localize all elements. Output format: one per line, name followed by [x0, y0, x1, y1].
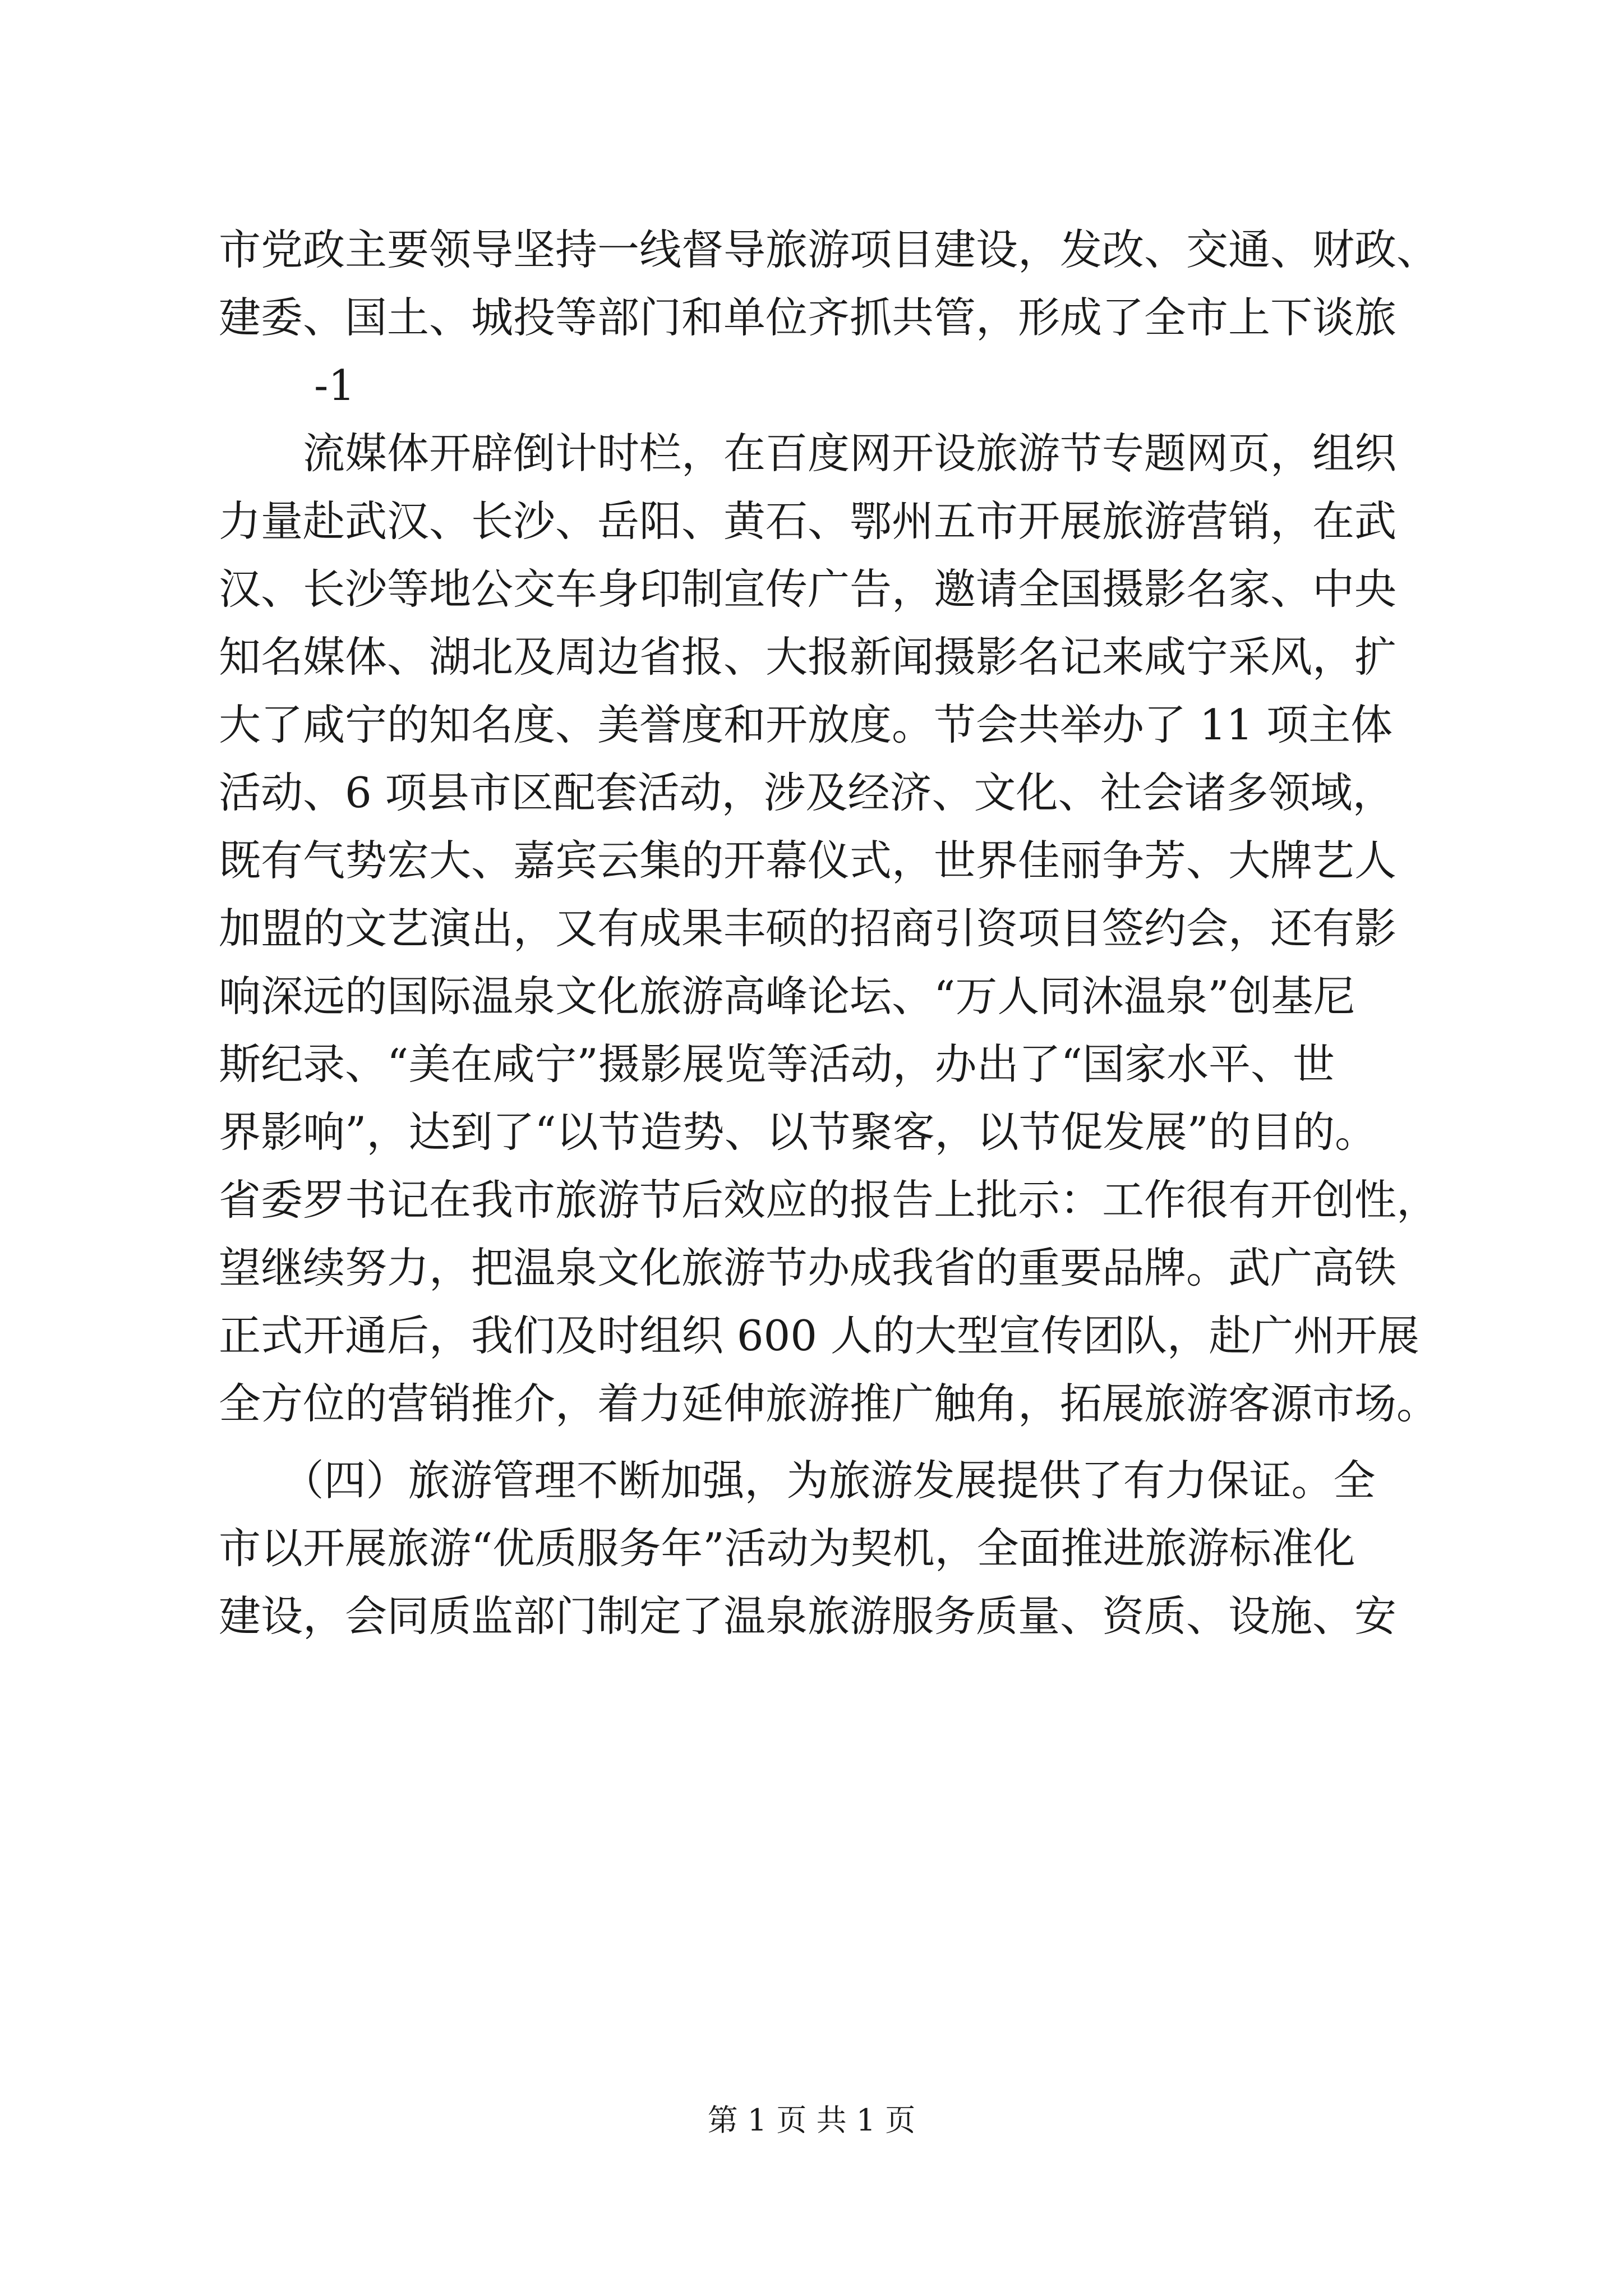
- text-line: 界影响”，达到了“以节造势、以节聚客，以节促发展”的目的。: [219, 1107, 1377, 1157]
- text-line: 建委、国土、城投等部门和单位齐抓共管，形成了全市上下谈旅: [219, 293, 1397, 342]
- text-line: 活动、6 项县市区配套活动，涉及经济、文化、社会诸多领域，: [219, 768, 1395, 817]
- text-line: 大了咸宁的知名度、美誉度和开放度。节会共举办了 11 项主体: [219, 700, 1393, 749]
- text-line: 市党政主要领导坚持一线督导旅游项目建设，发改、交通、财政、: [219, 225, 1439, 274]
- document-body: [219, 216, 1439, 1650]
- text-line: 既有气势宏大、嘉宾云集的开幕仪式，世界佳丽争芳、大牌艺人: [219, 836, 1397, 885]
- text-line: 省委罗书记在我市旅游节后效应的报告上批示：工作很有开创性，: [219, 1175, 1439, 1225]
- text-line: 市以开展旅游“优质服务年”活动为契机，全面推进旅游标准化: [219, 1524, 1355, 1573]
- text-line: 响深远的国际温泉文化旅游高峰论坛、“万人同沐温泉”创基尼: [219, 972, 1355, 1021]
- text-line: （四）旅游管理不断加强，为旅游发展提供了有力保证。全: [219, 1456, 1376, 1505]
- text-line: 知名媒体、湖北及周边省报、大报新闻摄影名记来咸宁采风，扩: [219, 632, 1397, 682]
- text-line: 建设，会同质监部门制定了温泉旅游服务质量、资质、设施、安: [219, 1591, 1397, 1641]
- text-line: 斯纪录、“美在咸宁”摄影展览等活动，办出了“国家水平、世: [219, 1039, 1335, 1089]
- text-line: 加盟的文艺演出，又有成果丰硕的招商引资项目签约会，还有影: [219, 904, 1397, 953]
- text-line: 力量赴武汉、长沙、岳阳、黄石、鄂州五市开展旅游营销，在武: [219, 496, 1397, 546]
- text-line: 流媒体开辟倒计时栏，在百度网开设旅游节专题网页，组织: [219, 429, 1397, 478]
- page-marker: -1: [314, 361, 356, 410]
- text-line: 正式开通后，我们及时组织 600 人的大型宣传团队，赴广州开展: [219, 1311, 1419, 1360]
- text-line: 望继续努力，把温泉文化旅游节办成我省的重要品牌。武广高铁: [219, 1243, 1397, 1292]
- text-line: 全方位的营销推介，着力延伸旅游推广触角，拓展旅游客源市场。: [219, 1379, 1439, 1428]
- text-line: 汉、长沙等地公交车身印制宣传广告，邀请全国摄影名家、中央: [219, 564, 1397, 614]
- page-footer: 第 1 页 共 1 页: [707, 2102, 916, 2138]
- paragraph-spacer: [219, 1438, 1419, 1447]
